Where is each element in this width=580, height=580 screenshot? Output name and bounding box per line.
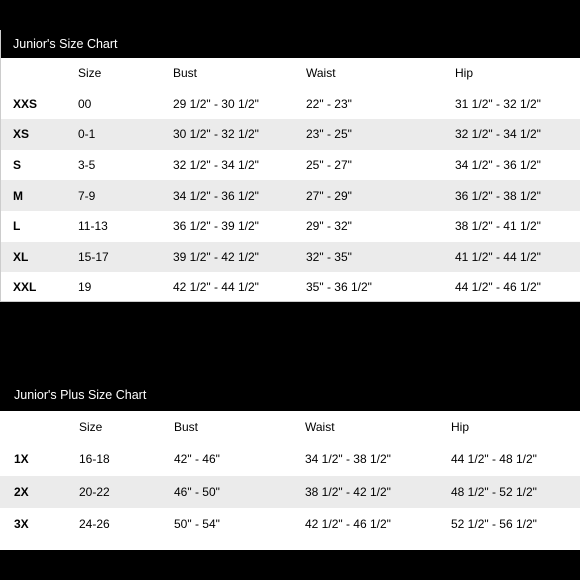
juniors-table-body — [1, 89, 580, 303]
cell-size-label: XL — [13, 249, 29, 264]
cell-size: 00 — [78, 96, 92, 111]
cell-size: 19 — [78, 280, 92, 295]
cell-size: 20-22 — [79, 484, 110, 499]
table-row — [1, 211, 580, 242]
juniors-plus-size-table — [0, 411, 580, 540]
cell-size-label: M — [13, 188, 23, 203]
cell-size-label: 1X — [14, 452, 29, 467]
header-waist: Waist — [305, 420, 335, 435]
cell-waist: 34 1/2" - 38 1/2" — [305, 452, 391, 467]
cell-size-label: S — [13, 158, 22, 173]
juniors-chart-title: Junior's Size Chart — [1, 30, 580, 58]
table-row — [1, 242, 580, 273]
cell-waist: 27" - 29" — [306, 188, 352, 203]
cell-size-label: XXL — [13, 280, 37, 295]
cell-size: 0-1 — [78, 127, 96, 142]
cell-size-label: XS — [13, 127, 30, 142]
cell-waist: 29" - 32" — [306, 219, 352, 234]
header-hip: Hip — [451, 420, 470, 435]
cell-size-label: XXS — [13, 96, 38, 111]
cell-bust: 29 1/2" - 30 1/2" — [173, 96, 259, 111]
cell-size-label: 3X — [14, 517, 29, 532]
cell-size-label: 2X — [14, 484, 29, 499]
table-header-row — [1, 58, 580, 89]
cell-bust: 42 1/2" - 44 1/2" — [173, 280, 259, 295]
table-row — [1, 89, 580, 120]
cell-bust: 36 1/2" - 39 1/2" — [173, 219, 259, 234]
cell-bust: 42" - 46" — [174, 452, 220, 467]
header-hip: Hip — [455, 66, 474, 81]
cell-size: 11-13 — [78, 219, 108, 234]
juniors-plus-size-chart — [0, 378, 580, 550]
cell-hip: 52 1/2" - 56 1/2" — [451, 517, 537, 532]
cell-bust: 50" - 54" — [174, 517, 220, 532]
cell-hip: 31 1/2" - 32 1/2" — [455, 96, 541, 111]
cell-waist: 38 1/2" - 42 1/2" — [305, 484, 391, 499]
juniors-size-chart — [0, 30, 580, 302]
cell-waist: 35" - 36 1/2" — [306, 280, 372, 295]
cell-size: 3-5 — [78, 158, 96, 173]
cell-waist: 25" - 27" — [306, 158, 352, 173]
cell-hip: 38 1/2" - 41 1/2" — [455, 219, 541, 234]
header-size: Size — [78, 66, 102, 81]
table-row — [1, 150, 580, 181]
cell-bust: 39 1/2" - 42 1/2" — [173, 249, 259, 264]
header-size: Size — [79, 420, 103, 435]
cell-hip: 48 1/2" - 52 1/2" — [451, 484, 537, 499]
cell-bust: 32 1/2" - 34 1/2" — [173, 158, 259, 173]
juniors-plus-table-body — [0, 443, 580, 540]
cell-waist: 23" - 25" — [306, 127, 352, 142]
cell-bust: 34 1/2" - 36 1/2" — [173, 188, 259, 203]
cell-hip: 44 1/2" - 46 1/2" — [455, 280, 541, 295]
cell-size: 7-9 — [78, 188, 96, 203]
table-row — [1, 119, 580, 150]
table-row — [0, 476, 580, 508]
table-row — [0, 443, 580, 475]
table-row — [1, 180, 580, 211]
cell-waist: 22" - 23" — [306, 96, 352, 111]
cell-hip: 41 1/2" - 44 1/2" — [455, 249, 541, 264]
header-label-column — [1, 58, 78, 89]
table-row — [1, 272, 580, 303]
cell-size: 24-26 — [79, 517, 110, 532]
header-bust: Bust — [174, 420, 199, 435]
table-header-row — [0, 411, 580, 443]
cell-bust: 46" - 50" — [174, 484, 220, 499]
header-bust: Bust — [173, 66, 198, 81]
cell-hip: 32 1/2" - 34 1/2" — [455, 127, 541, 142]
juniors-size-table — [1, 58, 580, 303]
cell-hip: 44 1/2" - 48 1/2" — [451, 452, 537, 467]
juniors-plus-chart-title: Junior's Plus Size Chart — [0, 378, 580, 411]
cell-bust: 30 1/2" - 32 1/2" — [173, 127, 259, 142]
header-waist: Waist — [306, 66, 336, 81]
cell-hip: 36 1/2" - 38 1/2" — [455, 188, 541, 203]
cell-size: 15-17 — [78, 249, 109, 264]
cell-waist: 42 1/2" - 46 1/2" — [305, 517, 391, 532]
cell-size: 16-18 — [79, 452, 110, 467]
cell-hip: 34 1/2" - 36 1/2" — [455, 158, 541, 173]
cell-size-label: L — [13, 219, 21, 234]
table-row — [0, 508, 580, 540]
cell-waist: 32" - 35" — [306, 249, 352, 264]
header-label-column — [0, 411, 79, 443]
